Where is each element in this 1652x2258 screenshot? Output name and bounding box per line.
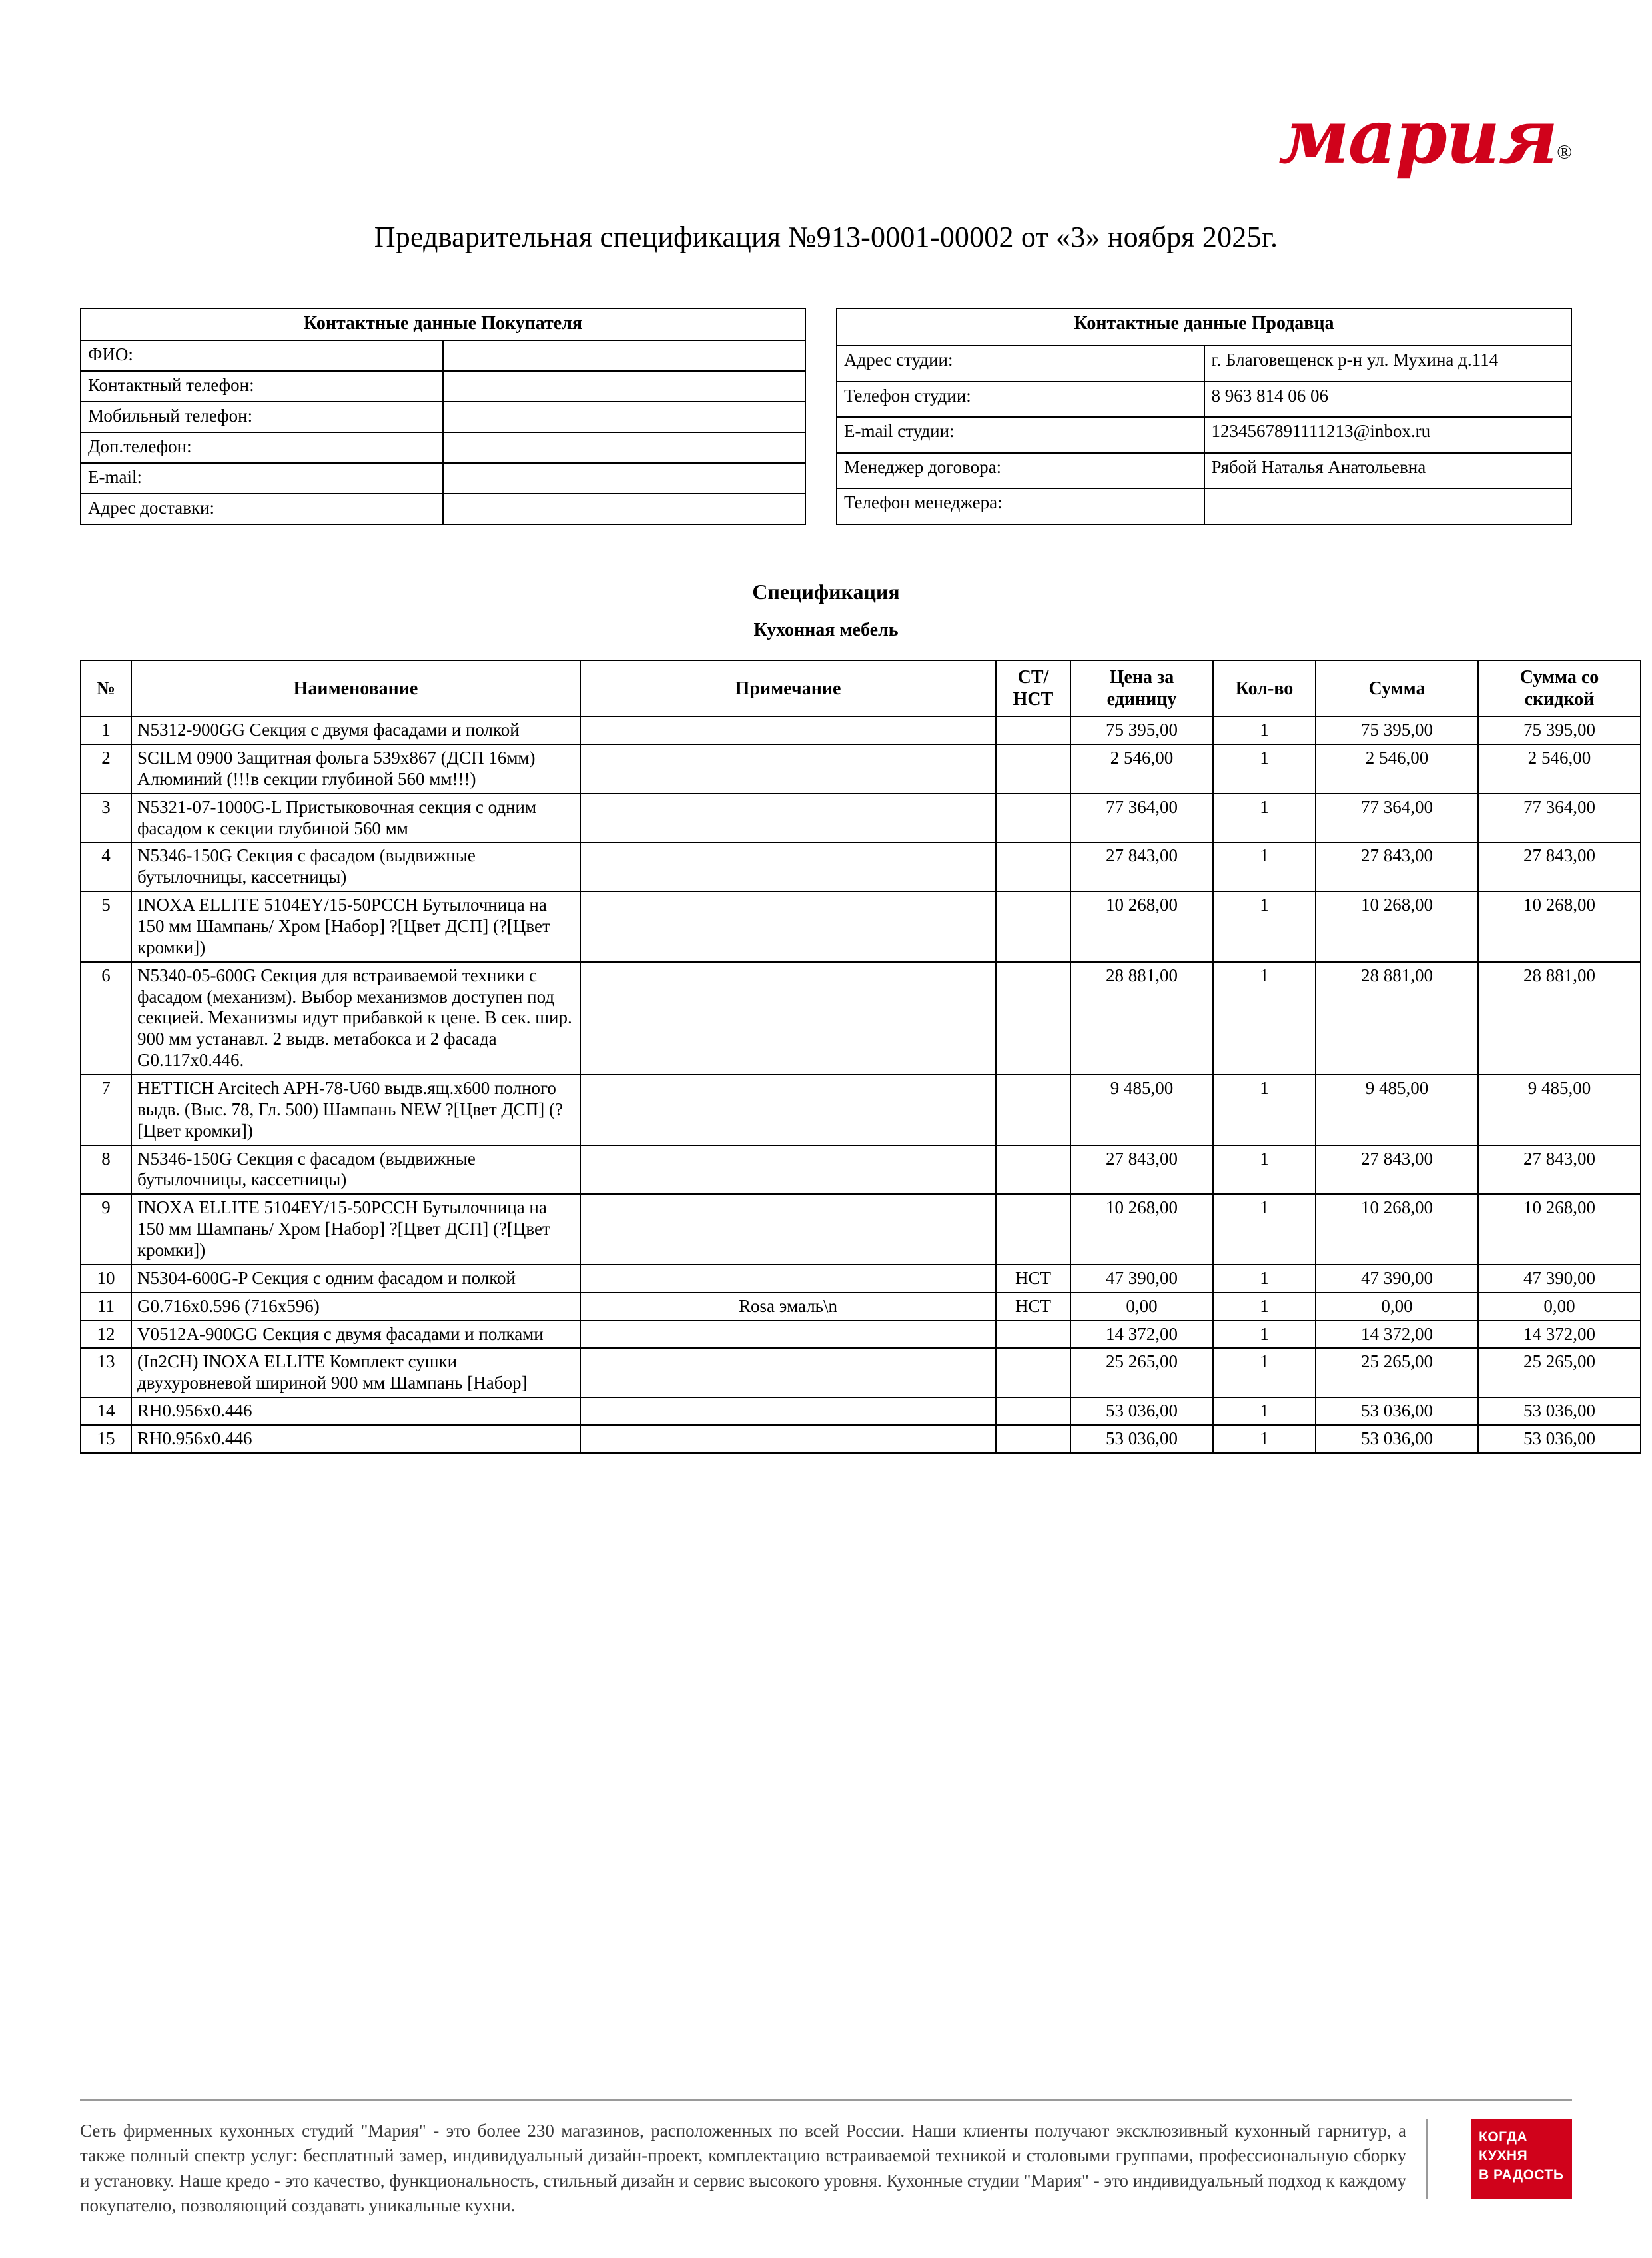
cell-note: [580, 1348, 996, 1397]
cell-note: [580, 1321, 996, 1349]
buyer-field-label: Доп.телефон:: [81, 432, 443, 463]
cell-stnst: [996, 962, 1070, 1075]
cell-sum-discount: 27 843,00: [1478, 1145, 1641, 1195]
cell-sum-discount: 77 364,00: [1478, 794, 1641, 843]
contacts-section: [80, 308, 1572, 525]
footer-description: Сеть фирменных кухонных студий "Мария" - это более 230 магазинов, расположенных по всей России. Наши клиенты получают эксклюзивный кухонный гарнитур, а также полный спектр услуг: бесплатный замер, индивидуальный дизайн-проект, комплектацию встраиваемой техникой и столовыми группами, профессиональную сборку и установку. Наше кредо - это качество, функциональность, стильный дизайн и сервис высокого уровня. Кухонные студии "Мария" - это индивидуальный подход к каждому покупателю, позволяющий создавать уникальные кухни.: [80, 2121, 1406, 2215]
buyer-field-value[interactable]: [443, 463, 805, 494]
cell-sum: 27 843,00: [1316, 1145, 1478, 1195]
buyer-field-value[interactable]: [443, 340, 805, 371]
cell-name: G0.716x0.596 (716x596): [131, 1293, 580, 1321]
column-header-sum: Сумма: [1316, 660, 1478, 716]
cell-qty: 1: [1213, 716, 1316, 744]
cell-sum: 14 372,00: [1316, 1321, 1478, 1349]
buyer-field-value[interactable]: [443, 371, 805, 402]
cell-sum: 75 395,00: [1316, 716, 1478, 744]
slogan-line-1: КОГДА: [1479, 2129, 1528, 2145]
footer: [80, 2119, 1572, 2218]
seller-contacts-table: [836, 308, 1572, 525]
cell-sum: 47 390,00: [1316, 1265, 1478, 1293]
cell-sum: 9 485,00: [1316, 1075, 1478, 1145]
cell-stnst: [996, 1321, 1070, 1349]
cell-stnst: [996, 744, 1070, 794]
cell-sum-discount: 47 390,00: [1478, 1265, 1641, 1293]
cell-price: 53 036,00: [1070, 1397, 1213, 1425]
table-row: [81, 1397, 1641, 1425]
cell-price: 47 390,00: [1070, 1265, 1213, 1293]
cell-num: 7: [81, 1075, 131, 1145]
cell-qty: 1: [1213, 1265, 1316, 1293]
items-table: [80, 660, 1641, 1454]
cell-price: 9 485,00: [1070, 1075, 1213, 1145]
cell-name: HETTICH Arcitech APH-78-U60 выдв.ящ.х600 полного выдв. (Выс. 78, Гл. 500) Шампань NEW ?[Цвет ДСП] (?[Цвет кромки]): [131, 1075, 580, 1145]
cell-note: [580, 962, 996, 1075]
cell-note: [580, 891, 996, 962]
cell-price: 10 268,00: [1070, 891, 1213, 962]
cell-price: 2 546,00: [1070, 744, 1213, 794]
table-row: [81, 1194, 1641, 1265]
cell-qty: 1: [1213, 1145, 1316, 1195]
table-row: [81, 1145, 1641, 1195]
cell-sum-discount: 75 395,00: [1478, 716, 1641, 744]
cell-sum-discount: 53 036,00: [1478, 1397, 1641, 1425]
buyer-field-value[interactable]: [443, 494, 805, 524]
slogan-line-3: В РАДОСТЬ: [1479, 2167, 1564, 2183]
cell-note: [580, 1397, 996, 1425]
cell-qty: 1: [1213, 1425, 1316, 1453]
cell-qty: 1: [1213, 1321, 1316, 1349]
cell-stnst: НСТ: [996, 1265, 1070, 1293]
seller-field-label: E-mail студии:: [837, 417, 1204, 453]
cell-stnst: [996, 842, 1070, 891]
cell-stnst: [996, 1145, 1070, 1195]
cell-note: [580, 744, 996, 794]
cell-stnst: [996, 1348, 1070, 1397]
column-header-num: №: [81, 660, 131, 716]
cell-price: 14 372,00: [1070, 1321, 1213, 1349]
cell-num: 8: [81, 1145, 131, 1195]
cell-price: 75 395,00: [1070, 716, 1213, 744]
column-header-name: Наименование: [131, 660, 580, 716]
cell-qty: 1: [1213, 1293, 1316, 1321]
cell-name: INOXA ELLITE 5104EY/15-50PCCH Бутылочница на 150 мм Шампань/ Хром [Набор] ?[Цвет ДСП] (?[Цвет кромки]): [131, 891, 580, 962]
table-row: [81, 1348, 1641, 1397]
cell-name: RH0.956x0.446: [131, 1425, 580, 1453]
slogan-badge: [1471, 2119, 1572, 2199]
table-row: [81, 891, 1641, 962]
table-row: [81, 1293, 1641, 1321]
seller-field-value: 8 963 814 06 06: [1204, 382, 1572, 418]
cell-stnst: [996, 1075, 1070, 1145]
cell-stnst: [996, 1397, 1070, 1425]
cell-price: 10 268,00: [1070, 1194, 1213, 1265]
cell-sum: 10 268,00: [1316, 1194, 1478, 1265]
buyer-field-label: Мобильный телефон:: [81, 402, 443, 432]
cell-num: 3: [81, 794, 131, 843]
cell-stnst: [996, 716, 1070, 744]
cell-name: N5321-07-1000G-L Пристыковочная секция с одним фасадом к секции глубиной 560 мм: [131, 794, 580, 843]
table-header-row: [81, 660, 1641, 716]
column-header-stnst: СТ/ НСТ: [996, 660, 1070, 716]
cell-name: V0512A-900GG Секция с двумя фасадами и полками: [131, 1321, 580, 1349]
cell-name: N5312-900GG Секция с двумя фасадами и полкой: [131, 716, 580, 744]
buyer-contacts-header: Контактные данные Покупателя: [81, 308, 805, 340]
cell-price: 28 881,00: [1070, 962, 1213, 1075]
cell-sum-discount: 25 265,00: [1478, 1348, 1641, 1397]
cell-name: N5346-150G Секция с фасадом (выдвижные бутылочницы, кассетницы): [131, 842, 580, 891]
cell-num: 9: [81, 1194, 131, 1265]
cell-qty: 1: [1213, 1348, 1316, 1397]
seller-field-value: Рябой Наталья Анатольевна: [1204, 453, 1572, 489]
buyer-field-label: E-mail:: [81, 463, 443, 494]
table-row: [81, 1321, 1641, 1349]
page-title: Предварительная спецификация №913-0001-00002 от «3» ноября 2025г.: [374, 221, 1278, 253]
table-row: [81, 744, 1641, 794]
cell-note: [580, 794, 996, 843]
seller-field-label: Телефон студии:: [837, 382, 1204, 418]
table-row: [81, 1075, 1641, 1145]
cell-sum-discount: 53 036,00: [1478, 1425, 1641, 1453]
buyer-field-label: ФИО:: [81, 340, 443, 371]
cell-num: 5: [81, 891, 131, 962]
cell-sum-discount: 2 546,00: [1478, 744, 1641, 794]
cell-num: 4: [81, 842, 131, 891]
seller-field-value: [1204, 488, 1572, 524]
cell-num: 6: [81, 962, 131, 1075]
cell-sum-discount: 14 372,00: [1478, 1321, 1641, 1349]
cell-num: 10: [81, 1265, 131, 1293]
cell-price: 27 843,00: [1070, 1145, 1213, 1195]
logo-registered-icon: ®: [1557, 141, 1572, 163]
cell-num: 11: [81, 1293, 131, 1321]
cell-name: N5346-150G Секция с фасадом (выдвижные бутылочницы, кассетницы): [131, 1145, 580, 1195]
cell-sum: 0,00: [1316, 1293, 1478, 1321]
cell-name: N5340-05-600G Секция для встраиваемой техники с фасадом (механизм). Выбор механизмов доступен под секцией. Механизмы идут прибавкой к цене. В сек. шир. 900 мм устанавл. 2 выдв. метабокса и 2 фасада G0.117х0.446.: [131, 962, 580, 1075]
cell-stnst: НСТ: [996, 1293, 1070, 1321]
table-row: [81, 794, 1641, 843]
cell-note: [580, 1425, 996, 1453]
buyer-field-value[interactable]: [443, 432, 805, 463]
cell-qty: 1: [1213, 1397, 1316, 1425]
cell-note: [580, 1075, 996, 1145]
cell-num: 12: [81, 1321, 131, 1349]
cell-qty: 1: [1213, 842, 1316, 891]
cell-note: [580, 1265, 996, 1293]
maria-logo: [1159, 93, 1572, 181]
cell-price: 27 843,00: [1070, 842, 1213, 891]
seller-field-label: Телефон менеджера:: [837, 488, 1204, 524]
cell-price: 25 265,00: [1070, 1348, 1213, 1397]
cell-note: [580, 1145, 996, 1195]
cell-sum: 25 265,00: [1316, 1348, 1478, 1397]
cell-num: 13: [81, 1348, 131, 1397]
buyer-field-label: Контактный телефон:: [81, 371, 443, 402]
cell-name: RH0.956x0.446: [131, 1397, 580, 1425]
cell-num: 15: [81, 1425, 131, 1453]
column-header-qty: Кол-во: [1213, 660, 1316, 716]
cell-qty: 1: [1213, 891, 1316, 962]
seller-contacts-header: Контактные данные Продавца: [837, 308, 1571, 346]
cell-sum: 28 881,00: [1316, 962, 1478, 1075]
table-row: [81, 1265, 1641, 1293]
seller-field-value: г. Благовещенск р-н ул. Мухина д.114: [1204, 346, 1572, 382]
seller-field-label: Адрес студии:: [837, 346, 1204, 382]
cell-stnst: [996, 1425, 1070, 1453]
cell-qty: 1: [1213, 744, 1316, 794]
cell-note: [580, 842, 996, 891]
cell-num: 14: [81, 1397, 131, 1425]
slogan-line-2: КУХНЯ: [1479, 2148, 1528, 2164]
cell-qty: 1: [1213, 962, 1316, 1075]
column-header-price: Цена за единицу: [1070, 660, 1213, 716]
cell-qty: 1: [1213, 1075, 1316, 1145]
cell-price: 77 364,00: [1070, 794, 1213, 843]
cell-sum: 2 546,00: [1316, 744, 1478, 794]
footer-badge-wrapper: [1426, 2119, 1572, 2199]
footer-divider: [80, 2099, 1572, 2101]
cell-note: [580, 716, 996, 744]
cell-note: Rosa эмаль\n: [580, 1293, 996, 1321]
cell-name: INOXA ELLITE 5104EY/15-50PCCH Бутылочница на 150 мм Шампань/ Хром [Набор] ?[Цвет ДСП] (?[Цвет кромки]): [131, 1194, 580, 1265]
cell-name: SCILM 0900 Защитная фольга 539х867 (ДСП 16мм) Алюминий (!!!в секции глубиной 560 мм!!!): [131, 744, 580, 794]
cell-sum-discount: 0,00: [1478, 1293, 1641, 1321]
cell-sum: 77 364,00: [1316, 794, 1478, 843]
cell-stnst: [996, 1194, 1070, 1265]
cell-name: (In2CH) INOXA ELLITE Комплект сушки двухуровневой шириной 900 мм Шампань [Набор]: [131, 1348, 580, 1397]
cell-sum: 27 843,00: [1316, 842, 1478, 891]
specification-subheading: Кухонная мебель: [753, 620, 899, 640]
table-row: [81, 842, 1641, 891]
column-header-sum-disc: Сумма со скидкой: [1478, 660, 1641, 716]
seller-field-value: 1234567891111213@inbox.ru: [1204, 417, 1572, 453]
cell-name: N5304-600G-P Секция с одним фасадом и полкой: [131, 1265, 580, 1293]
items-table-wrapper: [80, 660, 1599, 1454]
cell-sum-discount: 10 268,00: [1478, 1194, 1641, 1265]
cell-sum-discount: 9 485,00: [1478, 1075, 1641, 1145]
cell-sum: 53 036,00: [1316, 1397, 1478, 1425]
cell-note: [580, 1194, 996, 1265]
cell-stnst: [996, 891, 1070, 962]
table-row: [81, 716, 1641, 744]
buyer-contacts-table: [80, 308, 806, 525]
cell-qty: 1: [1213, 1194, 1316, 1265]
cell-sum-discount: 10 268,00: [1478, 891, 1641, 962]
cell-price: 0,00: [1070, 1293, 1213, 1321]
cell-price: 53 036,00: [1070, 1425, 1213, 1453]
buyer-field-value[interactable]: [443, 402, 805, 432]
cell-sum: 53 036,00: [1316, 1425, 1478, 1453]
column-header-note: Примечание: [580, 660, 996, 716]
cell-sum-discount: 28 881,00: [1478, 962, 1641, 1075]
cell-sum-discount: 27 843,00: [1478, 842, 1641, 891]
seller-field-label: Менеджер договора:: [837, 453, 1204, 489]
table-row: [81, 962, 1641, 1075]
cell-sum: 10 268,00: [1316, 891, 1478, 962]
cell-num: 2: [81, 744, 131, 794]
cell-stnst: [996, 794, 1070, 843]
cell-qty: 1: [1213, 794, 1316, 843]
buyer-field-label: Адрес доставки:: [81, 494, 443, 524]
cell-num: 1: [81, 716, 131, 744]
logo-wordmark: мария: [1278, 93, 1557, 181]
table-row: [81, 1425, 1641, 1453]
specification-heading: Спецификация: [752, 580, 900, 604]
